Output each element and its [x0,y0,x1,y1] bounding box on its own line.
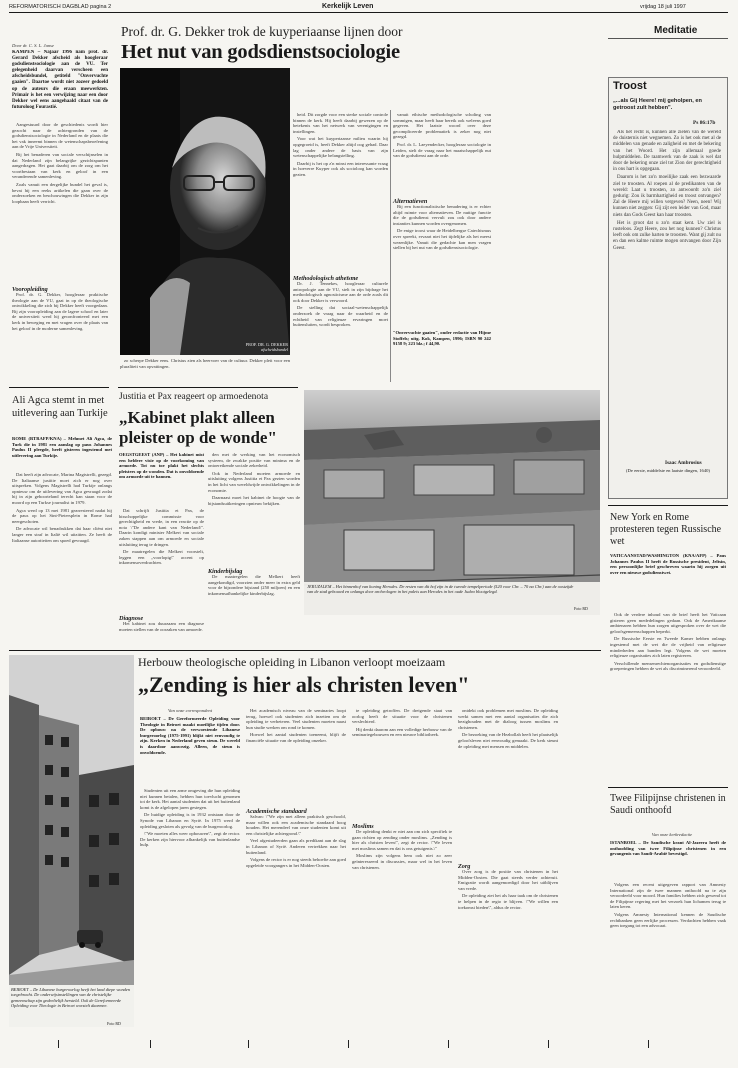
troost-body: Als het recht is, kunnen alle zielen van de wereld de duisternis niet wegnemen. Zo is het ook met al de middelen van genade en zaligheid en met de bekering van het Woord. Het zijn allemaal goede hulpmiddelen. De raamwerk van de zaak is wel dat door de bekering onze ziel tot Zion der gerechtigheid in ons hart is opgegaan. Daarom is het zo'n moeilijke zaak een bezwaarde ziel te troosten. Al roepen al de predikanten van de wereld: Laat u troosten, zo antwoordt zo'n ziel gedurig: Zou ik barmhartigheid en troost ontvangen? Zal de Heere mij willen vergeven? Neen, neen! Wij kunnen niet zeggen: Gij zijt een leider van God, maar niets dan Gods Geest kan haar troosten. Het is groot dat u zo'n staat kent. Uw ziel is rusteloos. Zegt Heere, zou het nog kunnen? Christus leeft ook om zulke harten te troosten. Want gij zult nu en dan een kalme ruimte mogen ontvangen door Zijn Geest. [613,130,721,251]
troost-verse: „...als Gij Heere! mij geholpen, en getroost zult hebben". [613,98,702,111]
portrait-image [120,68,290,355]
registration-mark [648,1040,649,1048]
zending-body-col4b: Over zorg is de positie van christenen in het Midden-Oosten. Die gaat steeds verder achteruit. Emigratie wordt aangemoedigd door het uitblijven van vrede. De opleiding ziet het als haar taak om de christenen te helpen in de regio te blijven. \"We willen een toekomst bieden\", aldus de rector. [458,869,558,910]
masthead-left: REFORMATORISCH DAGBLAD pagina 2 [9,4,112,10]
russia-lead: VATICAANSTAD/WASHINGTON (KNA/AFP) – Paus Johannes Paulus II heeft de Russische president, Jeltsin, een persoonlijke brief geschreven waarin hij zorgen uit over een nieuwe godsdienstwet. [610,553,726,575]
agca-headline: Ali Agca stemt in met uitlevering aan Turkije [12,395,108,419]
column-rule [390,110,391,382]
russia-body: Ook de verdere inhoud van de brief heeft het Vaticaan gisteren geen mededelingen gedaan. Ook de Amerikaanse ambtenaren hebben hun zorgen uitgesproken over de wet die geloofsgemeenschappen beperkt. De Russische Eerste en Tweede Kamer hebben onlangs ingestemd met de wet die de vrijheid van religieuze minderheden aan banden legt. Volgens de wet moeten religieuze organisaties zich laten registreren. Verschillende mensenrechtenorganisaties en godsdienstige groeperingen hebben de wet als discriminerend veroordeeld. [610,612,726,672]
section-rule-filipijnse [608,787,728,788]
article-headline: Het nut van godsdienstsociologie [121,41,400,63]
article-kicker: Prof. dr. G. Dekker trok de kuyperiaanse lijnen door [121,24,403,39]
agca-body: Dat heeft zijn advocate, Marina Magistrelli, gezegd. De Italiaanse justitie moet zich er nog over uitspreken. Volgens Magistrelli had Turkije onlangs opnieuw om de uitlevering van Agca gevraagd zodat hij in zijn geboorteland terecht kan staan voor de moord op een Turkse journalist in 1979. Agca werd op 13 mei 1981 gearresteerd nadat hij de paus op het Sint-Pietersplein in Rome had neergeschoten. De advocate wil benadrukken dat haar cliënt niet langer een straf in Italië wil uitzitten. Ze heeft de Italiaanse autoriteiten om spoed gevraagd. [12,472,112,543]
jeruzalem-credit: Foto RD [574,606,588,611]
article-body-col3: heid. Dit zorgde voor een sterke sociale controle binnen de kerk. Hij heeft daarbij gewezen op de betekenis van het netwerk van verenigingen en instellingen. Voor wat het kuyperiaanse milieu waarin hij opgegroeid is, heeft Dekker altijd oog gehad. Daar lag onder andere de basis van zijn wetenschappelijke belangstelling. Daarbij is het op z'n minst een interessante vraag in hoeverre Kuyper ook als socioloog kan worden gezien. [293,112,388,177]
masthead-rule [9,12,728,13]
subhead-atheisme: Methodologisch atheïsme [293,275,359,282]
meditatie-rule [608,38,728,39]
section-rule-russia [608,505,728,506]
article-body-col3b: Dr. J. Tennekes, hoogleraar culturele antropologie aan de VU, stelt in zijn bijdrage het methodologisch agnosticisme aan de orde zoals dit ook door Dekker is verwoord. De stelling dat sociaal-wetenschappelijk onderzoek de vraag naar de waarheid en de echtheid van religieuze ervaringen moet buitensluiten, wordt besproken. [293,281,388,328]
masthead-date: vrijdag 18 juli 1997 [640,4,686,10]
zending-body-col3: te opleiding getroffen. De dreigende staat van oorlog heeft de situatie voor de christenen verslechterd. Hij denkt daarom aan een volledige herbouw van de seminariegebouwen en een nieuwe bibliotheek. [352,708,452,738]
justitia-body-col1: Dat schrijft Justitia et Pax, de bisschoppelijke commissie voor gerechtigheid en vrede, in een reactie op de nota \"De andere kant van Nederland\". Daarin kondigt minister Melkert van sociale zaken stappen aan om armoede en sociale uitsluiting terug te dringen. De maatregelen die Melkert voorstelt, leggen een „voorlopig\" accent op inkomensoverdrachten. [119,508,204,566]
masthead-section: Kerkelijk Leven [322,3,374,10]
russia-headline: New York en Rome protesteren tegen Russische wet [610,512,722,547]
troost-ref: Ps 86:17b [693,120,716,126]
troost-source: (De eerste, middelste en laatste dingen, 1640) [626,468,710,473]
zending-body-col4: ontdekt ook problemen met moslims. De opleiding werkt samen met een aantal organisaties die zich bezighouden met de dialoog tussen moslims en christenen. De bezoeking van de Hezbollah heeft het plaatselijk geloofsleven niet eenvoudig gemaakt. De kerk steunt de opleiding met mensen en middelen. [458,708,558,749]
subhead-diagnose: Diagnose [119,615,144,622]
zending-lead: BEIROET – De Gereformeerde Opleiding voor Theologie in Beiroet maakt moeilijke tijden door. De opbouw na de verwoestende Libanese burgeroorlog (1975-1991) blijkt niet eenvoudig te zijn. Kerken in Nederland geven steun. De wereld is daardoor aanwezig. Alleen, de steun is onvoldoende. [140,716,240,755]
justitia-body-col2b: De maatregelen die Melkert heeft aangekondigd, voorzien onder meer in extra geld voor de bijzondere bijstand (250 miljoen) en een inkomensafhankelijke kinderbijslag. [208,574,300,596]
subhead-zorg: Zorg [458,863,471,870]
registration-mark [58,1040,59,1048]
jeruzalem-photo [304,390,600,615]
zending-headline: „Zending is hier als christen leven" [138,672,470,697]
justitia-lead: OEGSTGEEST (ANP) – Het kabinet mist een heldere visie op de voorkoming van armoede. Tot nu toe plakt het slechts pleisters op de wonden. Dat is onvoldoende om armoede uit te bannen. [119,452,204,480]
article-byline: Door dr. C. S. L. Janse [12,43,54,48]
justitia-body-col2: den met de werking van het economisch systeem, de zwakke positie van minima en de ontoereikende sociale zekerheid. Ook in Nederland moeten armoede en uitsluiting volgens Justitia et Pax gezien worden in het licht van wereldwijde ontwikkelingen in de economie. Daarnaast moet het kabinet de hoogte van de bijstandsuitkeringen opnieuw bekijken. [208,452,300,506]
registration-marks [0,1040,738,1060]
jeruzalem-caption: JERUZALEM – Het binnenhof van koning Herodes. De resten van dit hof zijn in de tweede tempelperiode (520 voor Chr. – 70 na Chr.) aan de oostzijde van de stad gebouwd en onlangs door archeologen in het paleis aan Herodes in het oude Judea blootgelegd. [307,584,574,595]
filipijnse-body: Volgens een recent uitgegeven rapport van Amnesty International zijn de twee mannen onthoofd na te zijn veroordeeld voor moord. Hun families hebben zich gewend tot de Filipijnse regering met het verzoek hun lichamen terug te laten keren. Volgens Amnesty International kennen de Saudische rechtbanken geen eerlijke processen. Verdachten hebben vaak geen toegang tot een advocaat. [610,882,726,929]
article-body-col1: Aangestuurd door de geschiedenis wordt hier gezocht naar de achtergronden van de godsdienstsociologie in Nederland en de plaats die het vak inneemt binnen de wetenschapsbeoefening aan de Vrije Universiteit. Bij het benaderen van sociale verschijnselen in dat Nederland zijn belangrijke gezichtspunten aangedragen. Het gaat daarbij om de zorg om het voortbestaan van kerk en geloof in een veranderende samenleving. Zoals vanuit een dergelijke bundel het geval is, bevat hij een reeks artikelen die gaan over de onderzoeken en beschouwingen die Dekker in zijn loopbaan heeft verricht. [12,122,108,204]
section-rule-agca [9,387,109,388]
zending-body-col2b: Salvan: \"We zijn met alleen praktisch geschoold, maar willen ook een academische standaard hoog houden. Het merendeel van onze studenten komt uit een christelijke achtergrond.\" Veel afgestudeerden gaan als predikant aan de slag in Libanon of Syrië. Anderen vertrekken naar het buitenland. Volgens de rector is er nog steeds behoefte aan goed opgeleide voorgangers in het Midden-Oosten. [246,814,346,868]
filipijnse-headline: Twee Filipijnse christenen in Saudi onthoofd [610,793,726,816]
zending-body-col3b: De opleiding denkt er niet aan om zich specifiek te gaan richten op zending onder moslims. „Zending is hier als christen leven\", zegt de rector. \"We leven met moslims samen en dat is ons getuigenis.\" Moslims zijn volgens hem ook niet zo zeer geïnteresseerd in discussies, maar wel in het leven van christenen. [352,829,452,870]
beiroet-photo [9,655,134,1027]
article-body-col4: vanuit ethische methodologische scholing van sommigen, maar heeft haar bereik ook weleens goed gegeven. Het laatste woord over deze gecompliceerde problematiek is zeker nog niet gezegd. Prof. dr. L. Laeyendecker, hoogleraar sociologie in Leiden, stelt de vraag naar het maatschappelijk nut van de godsdienst aan de orde. [393,112,491,159]
jeruzalem-caption-box [304,582,600,615]
zending-body-col1: Studenten uit een arme omgeving die hun opleiding niet kunnen betalen, hebben hun toevlucht genomen tot de kerk. Het aantal studenten dat uit het buitenland komt is de afgelopen jaren gestegen. De huidige opleiding is in 1932 ontstaan door de Synode van Libanon en Syrië. In 1975 werd de opleiding gesloten als gevolg van de burgeroorlog. \"We moeten alles weer opbouwen\", zegt de rector. De kerken zijn hiervoor afhankelijk van buitenlandse hulp. [140,788,240,848]
article-body-photo-below: zo scherpe Dekker eens. Christus zien als heervoer van de cultuur. Dekker pleit voor een pluraliteit van opvattingen. [120,358,290,369]
subhead-kinderbijslag: Kinderbijslag [208,568,243,575]
beiroet-credit: Foto RD [107,1021,121,1026]
subhead-alternatieven: Alternatieven [393,198,428,205]
filipijnse-lead: ISTANBOEL – De Saudische krant Al-Jazeera heeft de onthoofding van twee Filipijnse christenen in een gevangenis van Saudi-Arabië bevestigd. [610,840,726,857]
troost-author: Isaac Ambrosius [665,460,702,466]
beiroet-caption-box [9,985,134,1027]
troost-title: Troost [613,80,647,92]
justitia-headline: „Kabinet plakt alleen pleister op de wonde" [119,408,277,447]
article-lead: KAMPEN – Najaar 1996 nam prof. dr. Gerard Dekker afscheid als hoogleraar godsdienstsociologie aan de VU. Ter gelegenheid daarvan verscheen een afscheidsbundel, getiteld "Onvervuchte gaaien". Daartoe wordt niet zozeer gedoeld op de auteurs die eraan meewerkten. Primair is het een verwijzing naar een door Dekker wel eens aangehaald citaat van de futuroloog Fourastié. [12,50,108,110]
registration-mark [448,1040,449,1048]
meditatie-label [654,25,697,36]
subhead-moslims: Moslims [352,823,374,830]
section-rule-justitia [118,387,298,388]
zending-kicker: Herbouw theologische opleiding in Libanon verloopt moeizaam [138,655,446,669]
registration-mark [150,1040,151,1048]
portrait-caption-credit: afscheidsbundel [261,347,288,352]
zending-body-col2: Het academisch niveau van de seminaries loopt terug, hoewel ook studenten zich inzetten om de opleiding te verbeteren. Veel studenten moeten naast hun studie werken om rond te komen. Hoewel het aantal studenten toeneemt, blijft de financiële situatie van de opleiding onzeker. [246,708,346,743]
book-info: "Onvervuchte gaaien", onder redactie van Hijme Stoffels; uitg. Kok, Kampen, 1996; ISBN 90 242 9158 9; 223 blz.; f 44,90. [393,330,491,347]
article-body-col1b: Prof. dr. G. Dekker, hoogleraar praktische theologie aan de VU, gaat in op de theologische ontwikkeling die zich bij Dekker heeft voorgedaan. Bij zijn vooropleiding aan de lagere school en later de universiteit werd hij geconfronteerd met een kerk in beweging en met vragen over de plaats van het geloof in de moderne samenleving. [12,292,108,331]
registration-mark [548,1040,549,1048]
registration-mark [248,1040,249,1048]
subhead-vooropleiding: Vooropleiding [12,286,48,293]
justitia-body-col1b: Het kabinet zou duurzaam een diagnose moeten stellen van de oorzaken van armoede. [119,621,204,632]
registration-mark [348,1040,349,1048]
subhead-academische: Academische standaard [246,808,307,815]
street-image [9,655,134,1027]
meditatie-text: Meditatie [654,25,698,36]
portrait-caption [228,342,288,352]
agca-lead: ROME (RTRAFP/KNA) – Mehmet Ali Agca, de Turk die in 1981 een aanslag op paus Johannes Paulus II pleegde, heeft gisteren ingestemd met uitlevering aan Turkije. [12,436,112,458]
section-rule-zending [9,650,601,651]
zending-byline: Van onze correspondent [168,708,212,713]
filipijnse-byline: Van onze kerkredactie [651,832,693,837]
beiroet-caption: BEIROET – De Libanese burgeroorlog heeft het land diepe wonden toegebracht. De onderwijsinstellingen van de christelijke gemeenschap zijn gedeeltelijk hersteld. Ook de Gereformeerde Opleiding voor Theologie in Beiroet worstelt daarmee. [11,987,130,1009]
dekker-portrait-photo [120,68,290,355]
justitia-kicker: Justitia et Pax reageert op armoedenota [119,392,269,402]
troost-box [608,77,728,499]
article-body-col4b: Bij een functionalistische benadering is er echter altijd ruimte voor alternatieven. De nuttige functie die de godsdienst vervult zou ook door andere instanties kunnen worden overgenomen. De enige troost waar de Heidelbergse Catechismus over spreekt, ervaart niet het tijdelijke als het meest wezenlijke. Vanuit die gedachte kan men vragen stellen bij het nut van de godsdienstsociologie. [393,204,491,251]
portrait-caption-name: PROF. DR. G. DEKKER [245,342,288,347]
